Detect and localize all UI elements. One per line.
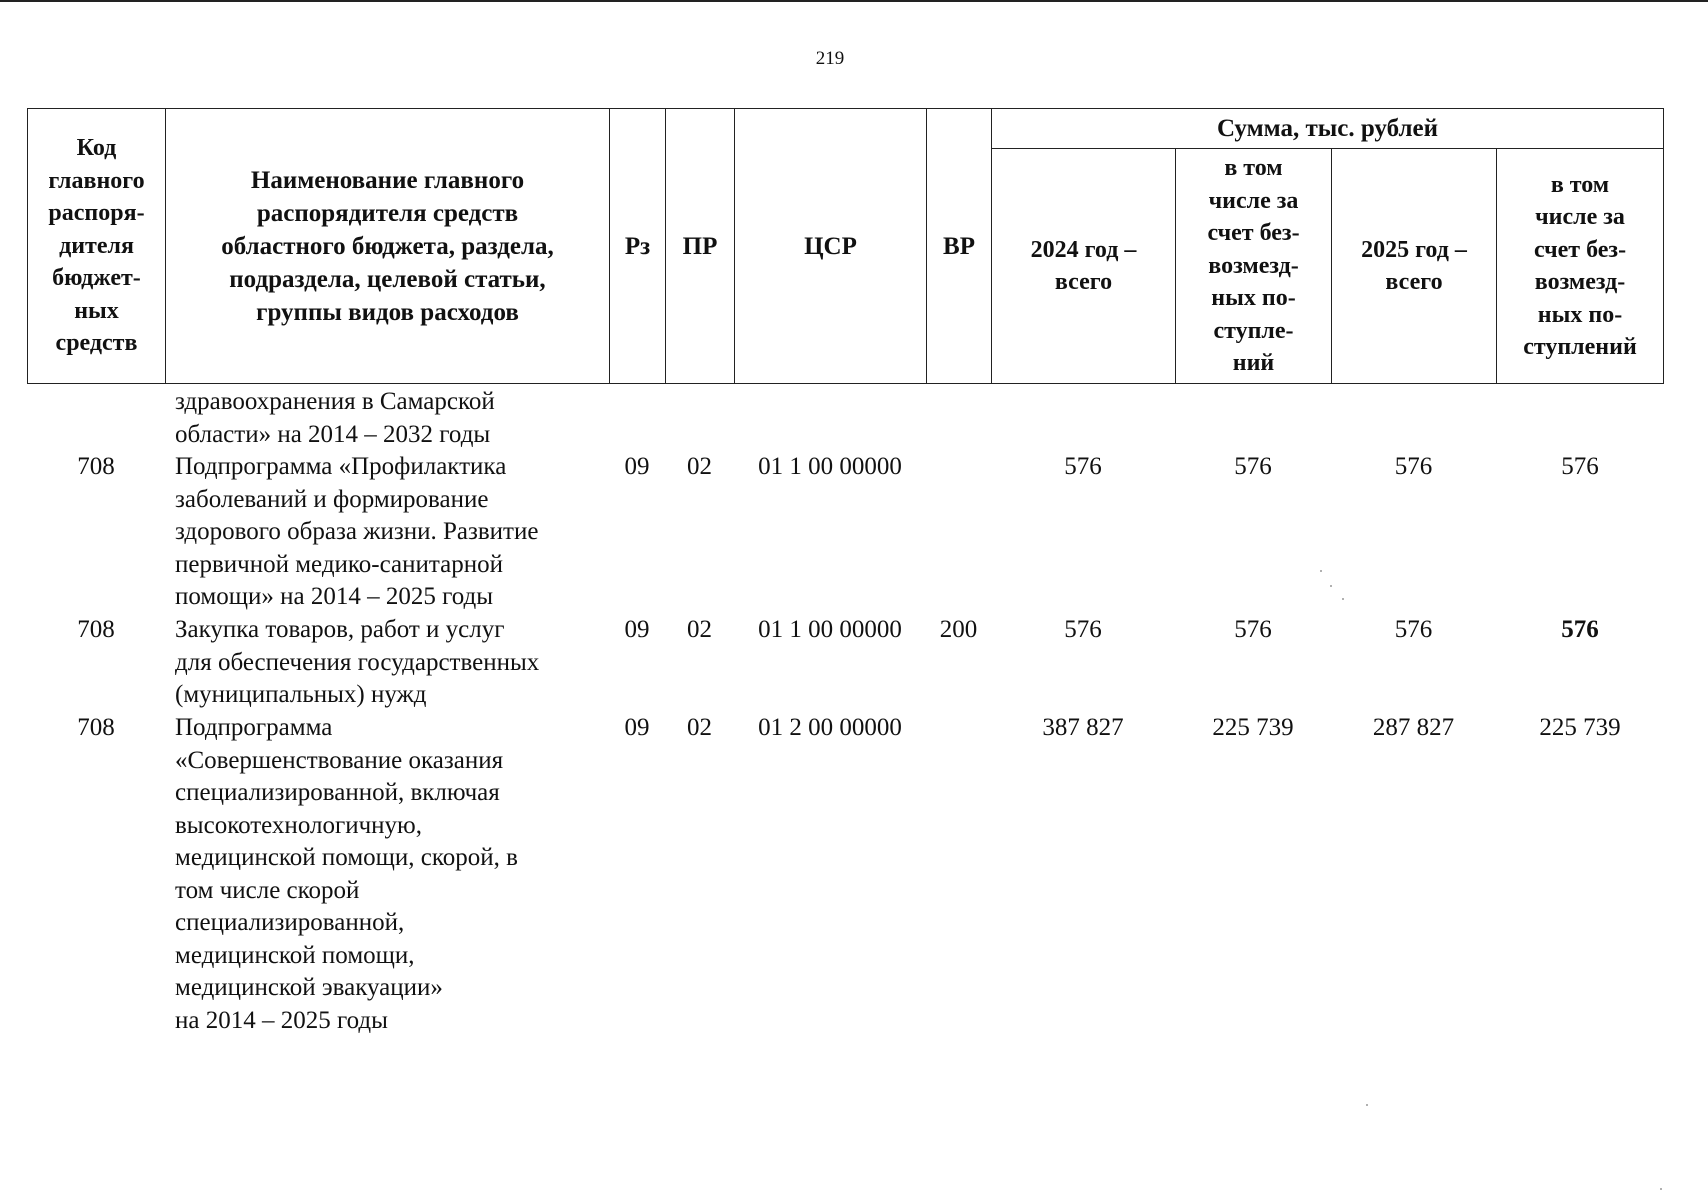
header-line: счет без- (1533, 236, 1627, 263)
cell-code: 708 (77, 616, 115, 643)
table-row (27, 451, 1664, 614)
header-line: в том (1550, 171, 1610, 198)
header-pr: ПР (665, 108, 734, 384)
scan-speck (1330, 585, 1332, 587)
header-name-line: Наименование главного (250, 166, 525, 194)
cell-name (175, 451, 625, 614)
cell-name (175, 386, 625, 451)
header-line: 2025 год – (1361, 236, 1467, 263)
cell-2024-total: 387 827 (1042, 714, 1124, 741)
header-line: возмезд- (1208, 252, 1299, 279)
header-line: ступлений (1523, 334, 1637, 360)
header-line: в том (1224, 155, 1283, 182)
table-row (27, 712, 1664, 1042)
cell-pr: 02 (687, 616, 712, 643)
cell-2025-total: 576 (1394, 453, 1433, 480)
cell-code: 708 (77, 453, 115, 480)
cell-pr: 02 (687, 714, 712, 741)
name-line: (муниципальных) нужд (175, 681, 427, 708)
cell-name (175, 712, 625, 1037)
header-name-line: областного бюджета, раздела, (221, 232, 554, 260)
header-code-line: бюджет- (52, 265, 141, 292)
header-2025-total (1331, 148, 1496, 384)
header-2024-gratuitous (1175, 148, 1331, 384)
cell-2025-gratuitous: 225 739 (1539, 714, 1621, 741)
name-line: медицинской эвакуации» (175, 974, 443, 1001)
header-name-line: группы видов расходов (256, 298, 519, 326)
name-line: на 2014 – 2025 годы (175, 1006, 388, 1034)
header-line: ных по- (1537, 301, 1623, 328)
header-line: числе за (1208, 187, 1299, 214)
name-line: Подпрограмма (175, 714, 333, 741)
cell-csr: 01 2 00 00000 (758, 714, 902, 741)
header-code-line: распоря- (48, 200, 145, 227)
cell-csr: 01 1 00 00000 (758, 616, 902, 643)
cell-rz: 09 (624, 453, 650, 480)
header-line: ступле- (1213, 317, 1294, 344)
cell-2024-gratuitous: 576 (1234, 453, 1272, 480)
header-line: числе за (1535, 204, 1625, 230)
header-2024-total (991, 148, 1175, 384)
name-line: высокотехнологичную, (175, 811, 422, 839)
scan-edge-line (0, 0, 1708, 2)
cell-2025-gratuitous: 576 (1561, 616, 1599, 643)
header-line: 2024 год – (1030, 236, 1137, 263)
cell-2025-total: 576 (1394, 616, 1433, 643)
scan-speck (1366, 1104, 1368, 1106)
name-line: специализированной, (175, 909, 405, 936)
header-name-line: распорядителя средств (256, 199, 519, 227)
header-code (27, 108, 165, 384)
cell-pr: 02 (687, 453, 712, 480)
table-row (27, 614, 1664, 712)
name-line: здорового образа жизни. Развитие (175, 518, 539, 545)
header-name (165, 108, 609, 384)
cell-name (175, 614, 625, 712)
header-line: всего (1385, 269, 1443, 295)
name-line: медицинской помощи, (175, 941, 415, 969)
header-line: счет без- (1207, 220, 1300, 247)
scan-speck (1660, 1188, 1662, 1190)
cell-code: 708 (77, 714, 115, 741)
header-sum-group: Сумма, тыс. рублей (991, 108, 1664, 148)
header-code-line: Код (76, 135, 117, 162)
name-line: области» на 2014 – 2032 годы (175, 420, 491, 448)
header-2025-gratuitous (1496, 148, 1664, 384)
cell-rz: 09 (624, 616, 650, 643)
cell-2024-gratuitous: 225 739 (1212, 714, 1294, 741)
name-line: том числе скорой (175, 876, 360, 904)
name-line: первичной медико-санитарной (175, 550, 503, 578)
header-line: ных по- (1211, 285, 1296, 312)
cell-2025-total: 287 827 (1372, 714, 1455, 741)
name-line: медицинской помощи, скорой, в (175, 844, 518, 871)
header-line: всего (1054, 269, 1113, 295)
scan-speck (1320, 570, 1322, 572)
name-line: для обеспечения государственных (175, 648, 540, 676)
name-line: заболеваний и формирование (175, 485, 489, 513)
cell-vr: 200 (939, 616, 978, 643)
name-line: Подпрограмма «Профилактика (175, 453, 507, 480)
name-line: «Совершенствование оказания (175, 746, 504, 774)
header-line: ний (1232, 350, 1275, 377)
header-name-line: подраздела, целевой статьи, (229, 265, 546, 293)
header-code-line: ных (74, 297, 119, 324)
header-code-line: главного (48, 167, 145, 194)
table-row-continuation (27, 386, 1664, 451)
cell-2024-gratuitous: 576 (1234, 616, 1272, 643)
page-number: 219 (815, 48, 845, 69)
name-line: помощи» на 2014 – 2025 годы (175, 583, 494, 610)
header-csr: ЦСР (734, 108, 926, 384)
name-line: здравоохранения в Самарской (175, 388, 495, 415)
cell-2024-total: 576 (1064, 616, 1102, 643)
cell-2024-total: 576 (1064, 453, 1102, 480)
table-header (27, 108, 1664, 384)
header-line: возмезд- (1534, 269, 1626, 295)
cell-2025-gratuitous: 576 (1561, 453, 1599, 480)
header-vr: ВР (926, 108, 991, 384)
scan-speck (1342, 598, 1344, 600)
name-line: специализированной, включая (175, 779, 500, 806)
name-line: Закупка товаров, работ и услуг (175, 616, 505, 643)
cell-rz: 09 (624, 714, 650, 741)
header-code-line: дителя (59, 232, 134, 259)
header-code-line: средств (55, 330, 138, 357)
cell-csr: 01 1 00 00000 (758, 453, 902, 480)
header-rz: Рз (609, 108, 665, 384)
